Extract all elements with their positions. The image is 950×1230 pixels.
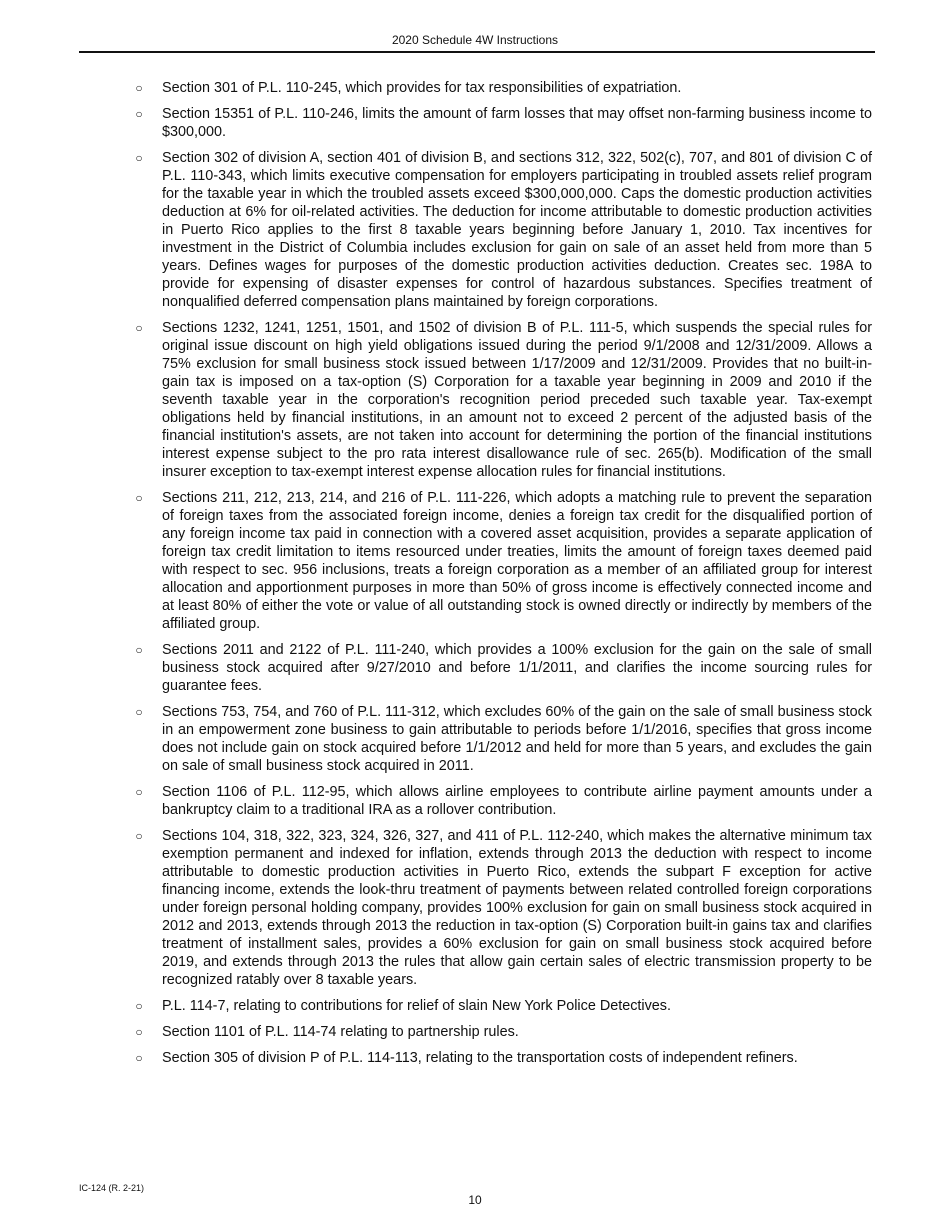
hollow-circle-bullet-icon: ○	[135, 643, 143, 657]
list-item-text: Section 1101 of P.L. 114-74 relating to partnership rules.	[162, 1024, 519, 1040]
list-item-text: Section 15351 of P.L. 110-246, limits the amount of farm losses that may offset non-farming business income to $300,000.	[162, 106, 872, 140]
list-item-text: Section 1106 of P.L. 112-95, which allows airline employees to contribute airline payment amounts under a bankruptcy claim to a traditional IRA as a rollover contribution.	[162, 784, 872, 818]
list-item	[132, 827, 872, 989]
hollow-circle-bullet-icon: ○	[135, 999, 143, 1013]
list-item	[132, 105, 872, 141]
hollow-circle-bullet-icon: ○	[135, 151, 143, 165]
hollow-circle-bullet-icon: ○	[135, 81, 143, 95]
list-item-text: P.L. 114-7, relating to contributions for relief of slain New York Police Detectives.	[162, 998, 672, 1014]
list-item-text: Sections 104, 318, 322, 323, 324, 326, 327, and 411 of P.L. 112-240, which makes the alternative minimum tax exemption permanent and indexed for inflation, extends through 2013 the deduction with respect to income attributable to domestic production activities in Puerto Rico, extends the subpart F exception for active financing income, extends the look-thru treatment of payments between related controlled foreign corporations under foreign personal holding company, provides 100% exclusion for gain on small business stock acquired in 2012 and 2013, extends through 2013 the reduction in tax-option (S) Corporation built-in gains tax and clarifies treatment of installment sales, provides a 60% exclusion for gain on small business stock acquired before 2019, and extends through 2013 the rules that allow gain certain sales of electric transmission property to be recognized ratably over 8 taxable years.	[162, 828, 872, 988]
list-item-text: Section 305 of division P of P.L. 114-113, relating to the transportation costs of independent refiners.	[162, 1050, 798, 1066]
list-item-text: Sections 1232, 1241, 1251, 1501, and 1502 of division B of P.L. 111-5, which suspends the special rules for original issue discount on high yield obligations issued during the period 9/1/2008 and 12/31/2009. Allows a 75% exclusion for small business stock issued between 1/17/2009 and 12/31/2009. Provides that no built-in-gain tax is imposed on a tax-option (S) Corporation for a taxable year beginning in 2009 and 2010 if the seventh taxable year in the corporation's recognition period preceded such taxable year. Tax-exempt obligations held by financial institutions, in an amount not to exceed 2 percent of the adjusted basis of the financial institution's assets, are not taken into account for determining the portion of the financial institutions interest expense subject to the pro rata interest disallowance rule of sec. 265(b). Modification of the small insurer exception to tax-exempt interest expense allocation rules for financial institutions.	[162, 320, 872, 480]
list-item	[132, 319, 872, 481]
list-item-text: Sections 211, 212, 213, 214, and 216 of P.L. 111-226, which adopts a matching rule to prevent the separation of foreign taxes from the associated foreign income, denies a foreign tax credit for the disqualified portion of any foreign income tax paid in connection with a covered asset acquisition, provides a separate application of foreign tax credit limitation to items resourced under treaties, limits the amount of foreign taxes deemed paid with respect to sec. 956 inclusions, treats a foreign corporation as a member of an affiliated group for interest allocation and apportionment purposes in more than 50% of gross income is effectively connected income and at least 80% of either the vote or value of all outstanding stock is owned directly or indirectly by members of the affiliated group.	[162, 490, 872, 632]
list-item-text: Sections 753, 754, and 760 of P.L. 111-312, which excludes 60% of the gain on the sale of small business stock in an empowerment zone business to gain attributable to periods before 1/1/2016, specifies that gross income does not include gain on stock acquired before 1/1/2012 and held for more than 5 years, and excludes the gain on sale of small business stock acquired in 2011.	[162, 704, 872, 774]
list-item	[132, 79, 872, 97]
list-item	[132, 1049, 872, 1067]
bullet-list	[132, 79, 872, 1075]
hollow-circle-bullet-icon: ○	[135, 491, 143, 505]
header-divider	[79, 51, 875, 53]
list-item	[132, 1023, 872, 1041]
hollow-circle-bullet-icon: ○	[135, 1025, 143, 1039]
hollow-circle-bullet-icon: ○	[135, 829, 143, 843]
form-code: IC-124 (R. 2-21)	[79, 1183, 145, 1193]
list-item	[132, 783, 872, 819]
hollow-circle-bullet-icon: ○	[135, 1051, 143, 1065]
hollow-circle-bullet-icon: ○	[135, 107, 143, 121]
list-item	[132, 997, 872, 1015]
list-item	[132, 149, 872, 311]
list-item-text: Section 302 of division A, section 401 of division B, and sections 312, 322, 502(c), 707, and 801 of division C of P.L. 110-343, which limits executive compensation for employers participating in troubled assets relief program for the taxable year in which the troubled assets exceed $300,000,000. Caps the domestic production activities deduction at 6% for oil-related activities. The deduction for income attributable to domestic production activities in Puerto Rico applies to the first 8 taxable years beginning before January 1, 2010. Tax incentives for investment in the District of Columbia includes exclusion for gain on sale of an asset held from more than 5 years. Defines wages for purposes of the domestic production activities deduction. Creates sec. 198A to provide for expensing of disaster expenses for control of hazardous substances. Specifies treatment of nonqualified deferred compensation plans maintained by foreign corporations.	[162, 150, 872, 310]
list-item-text: Sections 2011 and 2122 of P.L. 111-240, which provides a 100% exclusion for the gain on the sale of small business stock acquired after 9/27/2010 and before 1/1/2011, and clarifies the income sourcing rules for guarantee fees.	[162, 642, 872, 694]
page-header-title: 2020 Schedule 4W Instructions	[391, 33, 559, 47]
hollow-circle-bullet-icon: ○	[135, 785, 143, 799]
hollow-circle-bullet-icon: ○	[135, 705, 143, 719]
hollow-circle-bullet-icon: ○	[135, 321, 143, 335]
list-item	[132, 703, 872, 775]
page-number: 10	[468, 1193, 482, 1207]
list-item	[132, 641, 872, 695]
list-item-text: Section 301 of P.L. 110-245, which provides for tax responsibilities of expatriation.	[162, 80, 682, 96]
list-item	[132, 489, 872, 633]
